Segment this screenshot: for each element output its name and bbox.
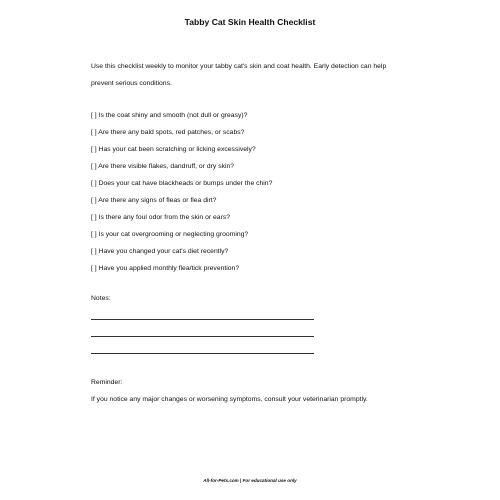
reminder-text: If you notice any major changes or worsening symptoms, consult your veterinarian promptly.	[91, 396, 368, 403]
checkbox-marker[interactable]: [ ]	[91, 180, 97, 187]
checklist-item	[91, 209, 421, 226]
checklist-item-text: Are there any signs of fleas or flea dirt?	[98, 197, 217, 204]
checklist-item-text: Are there any bald spots, red patches, or scabs?	[98, 129, 245, 136]
checklist-item-text: Have you applied monthly flea/tick prevention?	[98, 265, 240, 272]
notes-line[interactable]	[91, 319, 314, 320]
checklist-item-text: Has your cat been scratching or licking excessively?	[98, 146, 256, 153]
checklist-item	[91, 124, 421, 141]
checklist-item	[91, 141, 421, 158]
checklist-item	[91, 107, 421, 124]
checkbox-marker[interactable]: [ ]	[91, 163, 97, 170]
checkbox-marker[interactable]: [ ]	[91, 265, 97, 272]
notes-line[interactable]	[91, 353, 314, 354]
intro-line: prevent serious conditions.	[91, 80, 172, 87]
checklist-item	[91, 158, 421, 175]
checklist-item	[91, 175, 421, 192]
checklist-item-text: Is your cat overgrooming or neglecting grooming?	[98, 231, 249, 238]
intro-paragraph	[91, 58, 421, 92]
checkbox-marker[interactable]: [ ]	[91, 197, 97, 204]
checklist-item-text: Have you changed your cat's diet recently?	[98, 248, 229, 255]
footer-text: All-for-Pets.com | For educational use only	[203, 478, 297, 483]
document-title: Tabby Cat Skin Health Checklist	[184, 17, 316, 27]
notes-line[interactable]	[91, 336, 314, 337]
checklist-item	[91, 192, 421, 209]
checklist-item	[91, 226, 421, 243]
checklist-item-text: Is the coat shiny and smooth (not dull or greasy)?	[98, 112, 248, 119]
reminder-label: Reminder:	[91, 379, 123, 386]
checklist-item-text: Is there any foul odor from the skin or ears?	[98, 214, 231, 221]
checkbox-marker[interactable]: [ ]	[91, 214, 97, 221]
checkbox-marker[interactable]: [ ]	[91, 129, 97, 136]
notes-label: Notes:	[91, 295, 111, 302]
intro-line: Use this checklist weekly to monitor your tabby cat's skin and coat health. Early detection can help	[91, 63, 387, 70]
checklist-item-text: Does your cat have blackheads or bumps under the chin?	[98, 180, 273, 187]
checklist-item-text: Are there visible flakes, dandruff, or dry skin?	[98, 163, 235, 170]
checklist-item	[91, 260, 421, 277]
checklist-item	[91, 243, 421, 260]
checkbox-marker[interactable]: [ ]	[91, 231, 97, 238]
checkbox-marker[interactable]: [ ]	[91, 112, 97, 119]
checklist	[91, 107, 421, 277]
checkbox-marker[interactable]: [ ]	[91, 248, 97, 255]
checkbox-marker[interactable]: [ ]	[91, 146, 97, 153]
